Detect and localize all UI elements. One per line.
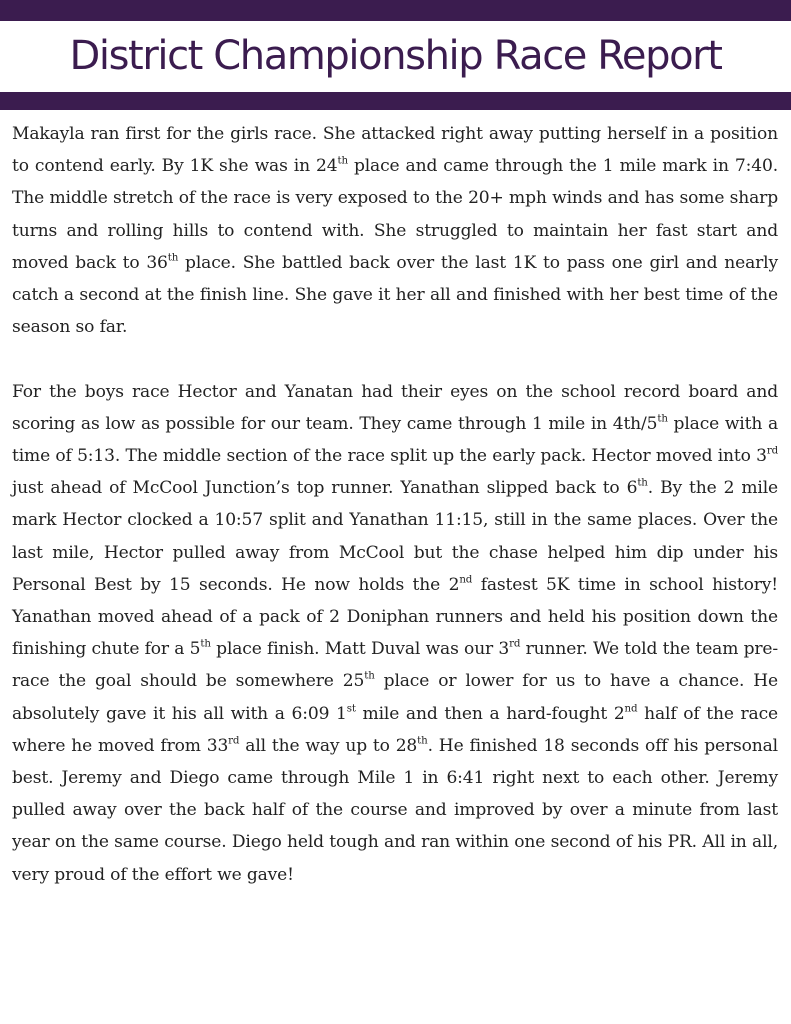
text-run: place. She battled back over the last 1K to pass one girl and nearly catch a second at the finish line. She gave it her all and finished with her best time of the season so far. [12,252,779,338]
ordinal-suffix: nd [624,701,638,714]
page-title: District Championship Race Report [69,33,722,79]
ordinal-suffix: rd [766,444,778,457]
ordinal-suffix: rd [228,734,240,747]
text-run: place finish. Matt Duval was our 3 [210,639,510,660]
header-top-bar [0,0,791,21]
ordinal-suffix: th [657,412,668,425]
text-run: place or lower for us to have a chance. He absolutely gave it his all with a 6:09 1 [12,671,779,724]
ordinal-suffix: th [200,637,211,650]
ordinal-suffix: th [637,476,648,489]
header-bottom-bar [0,92,791,110]
text-run: For the boys race Hector and Yanatan had their eyes on the school record board and scoring as low as possible for our team. They came through 1 mile in 4th/5 [12,381,778,434]
ordinal-suffix: th [364,669,375,682]
text-run: all the way up to 28 [239,735,418,756]
text-run: mile and then a hard-fought 2 [355,703,625,724]
text-run: fastest 5K time in school history! Yanathan moved ahead of a pack of 2 Doniphan runners and held his position down the finishing chute for a 5 [12,574,778,660]
ordinal-suffix: th [167,251,179,264]
text-run: . He finished 18 seconds off his personal best. Jeremy and Diego came through Mile 1 in 6:41 right next to each other. Jeremy pulled away over the back half of the course and improved by over a minute from last year on the same course. Diego held tough and ran within one second of his PR. All in all, very proud of the effort we gave! [12,735,778,885]
text-run: place with a time of 5:13. The middle section of the race split up the early pack. Hector moved into 3 [12,413,778,467]
text-run: . By the 2 mile mark Hector clocked a 10:57 split and Yanathan 11:15, still in the same places. Over the last mile, Hector pulled away from McCool but the chase helped him dip under his Personal Best by 15 seconds. He now holds the 2 [12,478,779,595]
ordinal-suffix: nd [459,573,473,586]
report-body [12,118,778,891]
ordinal-suffix: th [337,154,348,167]
boys-race-paragraph [12,376,778,891]
text-run: just ahead of McCool Junction’s top runner. Yanathan slipped back to 6 [12,478,638,499]
ordinal-suffix: st [346,701,356,714]
girls-race-paragraph [12,118,778,343]
text-run: Makayla ran first for the girls race. She attacked right away putting herself in a position to contend early. By 1K she was in 24 [12,124,778,177]
ordinal-suffix: rd [509,637,521,650]
text-run: half of the race where he moved from 33 [12,703,778,756]
text-run: runner. We told the team pre-race the goal should be somewhere 25 [12,639,779,692]
text-run: place and came through the 1 mile mark in 7:40. The middle stretch of the race is very exposed to the 20+ mph winds and has some sharp turns and rolling hills to contend with. She struggled to maintain her fast start and moved back to 36 [12,156,778,273]
ordinal-suffix: th [417,734,428,747]
